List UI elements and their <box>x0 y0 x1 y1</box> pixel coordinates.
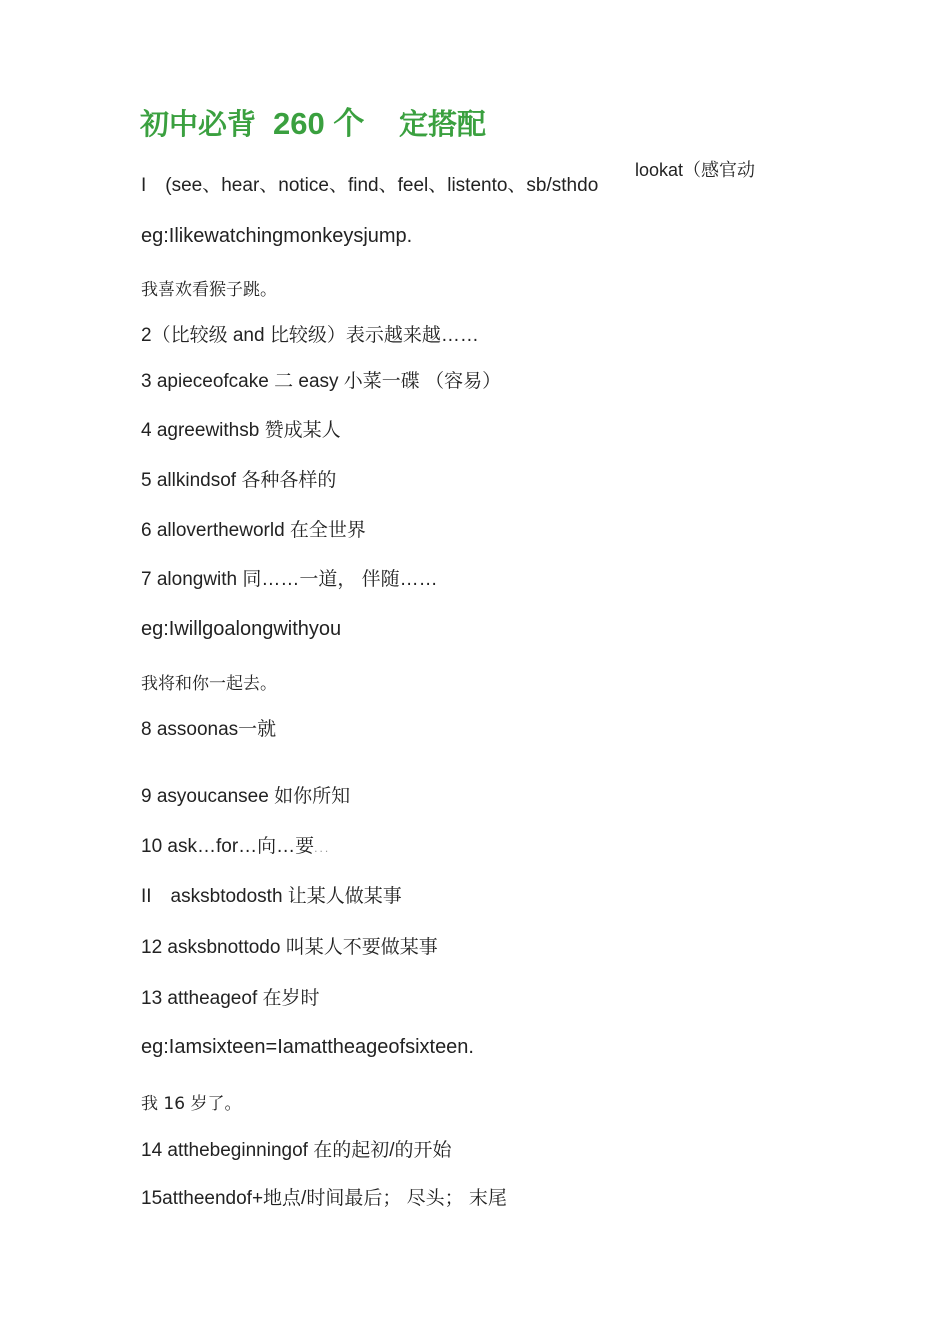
phrase-line-13: 13 attheageof 在岁时 <box>141 988 320 1009</box>
title-part-2: 260 个 <box>273 106 365 141</box>
phrase-line-5: 5 allkindsof 各种各样的 <box>141 470 337 491</box>
phrase-line-3: 3 apieceofcake 二 easy 小菜一碟 （容易） <box>141 371 502 392</box>
phrase-line-4: 4 agreewithsb 赞成某人 <box>141 420 341 441</box>
phrase-line-6: 6 allovertheworld 在全世界 <box>141 520 366 541</box>
phrase-line-15: 15attheendof+地点/时间最后； 尽头； 末尾 <box>141 1188 507 1209</box>
phrase-line-12: 12 asksbnottodo 叫某人不要做某事 <box>141 937 438 958</box>
phrase-line-10-text: 10 ask…for…向…要 <box>141 836 315 857</box>
phrase-line-10 <box>141 831 330 858</box>
example-sentence-2: eg:Iwillgoalongwithyou <box>141 618 342 640</box>
example-sentence-3: eg:Iamsixteen=Iamattheageofsixteen. <box>141 1036 474 1058</box>
translation-1: 我喜欢看猴子跳。 <box>141 280 277 300</box>
translation-3: 我 16 岁了。 <box>141 1094 242 1114</box>
phrase-line-14: 14 atthebeginningof 在的起初/的开始 <box>141 1140 452 1161</box>
phrase-line-10-dots: ... <box>314 841 331 855</box>
title-part-3: 定搭配 <box>399 109 487 141</box>
phrase-line-9: 9 asyoucansee 如你所知 <box>141 786 351 807</box>
phrase-line-2: 2（比较级 and 比较级）表示越来越…… <box>141 325 479 346</box>
phrase-line-1: I (see、hear、notice、find、feel、listento、sb/sthdo <box>141 175 599 196</box>
phrase-line-1-overflow: lookat（感官动 <box>635 160 756 180</box>
phrase-line-8: 8 assoonas一就 <box>141 719 277 740</box>
example-sentence-1: eg:Ilikewatchingmonkeysjump. <box>141 225 413 247</box>
title-part-1: 初中必背 <box>140 109 257 141</box>
phrase-line-7: 7 alongwith 同……一道， 伴随…… <box>141 569 438 590</box>
translation-2: 我将和你一起去。 <box>141 674 277 694</box>
phrase-line-11: II asksbtodosth 让某人做某事 <box>141 886 402 907</box>
